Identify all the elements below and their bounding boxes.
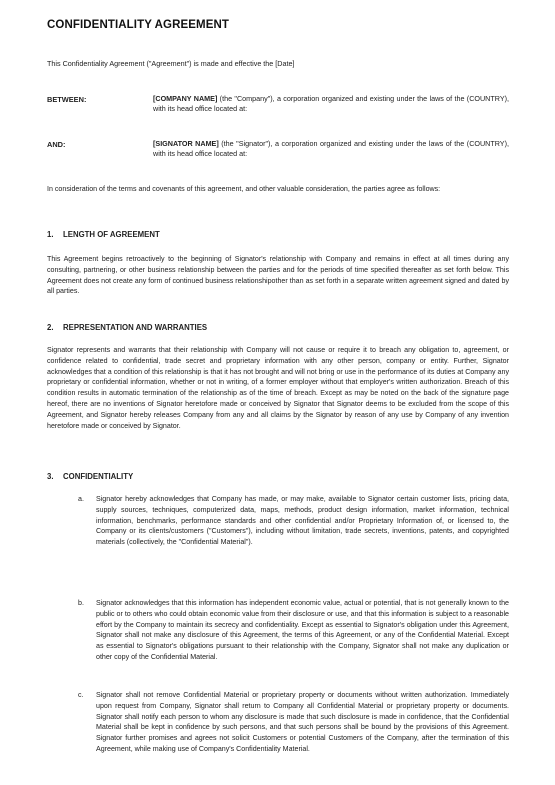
section-number: 2. [47, 323, 54, 332]
section-number: 1. [47, 230, 54, 239]
list-marker: b. [78, 599, 84, 607]
section-heading-2 [47, 323, 207, 332]
section-2-body: Signator represents and warrants that their relationship with Company will not cause or require it to breach any obligation to, agreement, or confidence related to confidential, trade secret and proprietary information with any other person, company or entity. Further, Signator acknowledges that a condition of this relationship is that it has not brought and will not bring or use in the performance of its duties at Company any proprietary or confidential information, whether or not in writing, of a former employer without that employer's written authorization. Breach of this condition results in automatic termination of the relationship as of the time of breach. Except as may be noted on the back of the signature page hereof, there are no inventions of Signator heretofore made or conceived by Signator that Signator deems to be excluded from the scope of this Agreement, and Signator hereby releases Company from any and all claims by the Signator by reason of any use by Company of any invention heretofore made or conceived by Signator. [47, 346, 509, 430]
consideration-paragraph: In consideration of the terms and covenants of this agreement, and other valuable consideration, the parties agree as follows: [47, 185, 441, 193]
document-title: CONFIDENTIALITY AGREEMENT [47, 19, 230, 31]
section-heading-3 [47, 472, 133, 481]
and-text [153, 139, 509, 160]
company-name-placeholder: [COMPANY NAME] [153, 94, 218, 103]
list-item-text: Signator shall not remove Confidential Material or proprietary property or documents without written authorization. Immediately upon request from Company, Signator shall return to Company all Confidential Material or proprietary property or documents. Signator shall notify each person to whom any disclosure is made that such disclosure is made in confidence, that the Confidential Material shall be kept in confidence by such persons, and that such persons shall be bound by the provisions of this Agreement. Signator further promises and agrees not solicit Customers or potential Customers of the Company, after the termination of this Agreement, while making use of Company's Confidentiality Material. [96, 691, 509, 753]
between-description: (the "Company"), a corporation organized and existing under the laws of the (COUNTRY), with its head office located at: [153, 94, 509, 114]
between-label: BETWEEN: [47, 95, 87, 104]
section-number: 3. [47, 472, 54, 481]
and-label: AND: [47, 140, 66, 149]
list-item-text: Signator acknowledges that this information has independent economic value, actual or potential, that is not generally known to the public or to others who could obtain economic value from their disclosure or use, and that this information is subject to a reasonable effort by the Company to maintain its secrecy and confidentiality. Except as essential to Signator's obligation under this Agreement, Signator shall not make any disclosure of this Agreement, the terms of this Agreement, or any of the Confidential Material. Except as essential to Signator's obligations pursuant to their relationship with the Company, Signator shall not make any duplication or other copy of the Confidential Material. [96, 599, 509, 661]
and-description: (the "Signator"), a corporation organized and existing under the laws of the (COUNTRY), with its head office located at: [153, 139, 509, 159]
signator-name-placeholder: [SIGNATOR NAME] [153, 139, 219, 148]
section-title: REPRESENTATION AND WARRANTIES [63, 323, 208, 332]
section-heading-1 [47, 230, 160, 239]
section-title: LENGTH OF AGREEMENT [63, 230, 160, 239]
intro-paragraph: This Confidentiality Agreement ("Agreement") is made and effective the [Date] [47, 59, 295, 68]
between-text [153, 94, 509, 115]
list-marker: a. [78, 495, 84, 503]
section-1-body: This Agreement begins retroactively to the beginning of Signator's relationship with Company and remains in effect at all times during any consulting, partnering, or other business relationship between the parties and for the periods of time specified thereafter as set forth below. This Agreement does not create any form of continued business relationshipother than as set forth in a separate written agreement signed and dated by all parties. [47, 255, 509, 296]
list-marker: c. [78, 691, 84, 699]
list-item-text: Signator hereby acknowledges that Company has made, or may make, available to Signator certain customer lists, pricing data, supply sources, techniques, computerized data, maps, methods, product design information, market information, technical information, benchmarks, performance standards and other confidential and/or Proprietary Information of, or licensed to, the Company or its clients/customers ("Customers"), including without limitation, trade secrets, inventions, patents, and copyrighted materials (collectively, the "Confidential Material"). [96, 495, 509, 547]
section-title: CONFIDENTIALITY [63, 472, 134, 481]
